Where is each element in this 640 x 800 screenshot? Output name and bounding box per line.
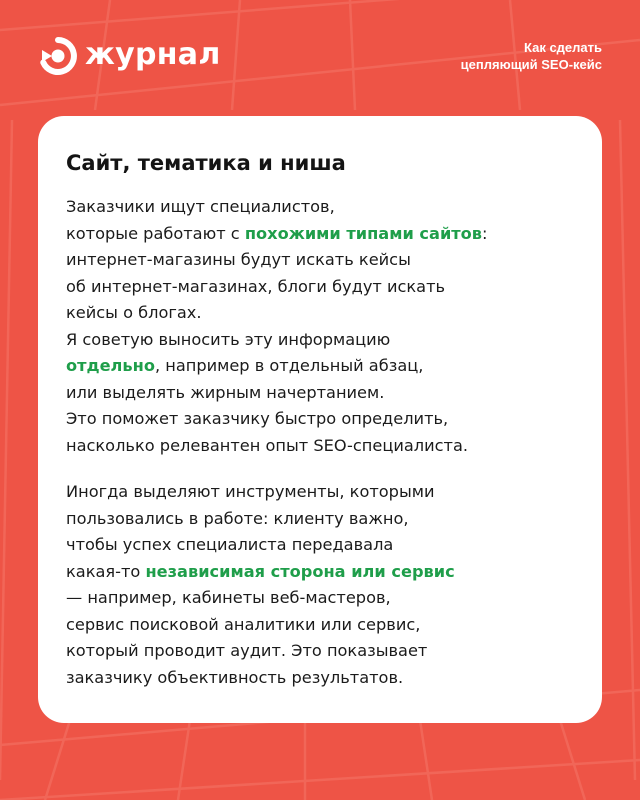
text-line bbox=[66, 353, 488, 380]
topic-line: Как сделать bbox=[524, 40, 602, 55]
text: пользовались в работе: клиенту важно, bbox=[66, 508, 409, 528]
text-line bbox=[66, 665, 455, 692]
highlight: отдельно bbox=[66, 356, 155, 375]
topic-label bbox=[402, 39, 602, 73]
logo-text: журнал bbox=[85, 37, 221, 72]
journal-logo-icon bbox=[38, 36, 78, 76]
text-line bbox=[66, 194, 488, 221]
text: интернет-магазины будут искать кейсы bbox=[66, 250, 411, 269]
text: : bbox=[482, 223, 488, 243]
text: Я советую выносить эту информацию bbox=[66, 329, 391, 349]
text-line bbox=[66, 532, 455, 559]
text-line bbox=[66, 612, 455, 639]
highlight: независимая сторона или сервис bbox=[145, 561, 455, 581]
text-line bbox=[66, 506, 455, 533]
text: сервис поисковой аналитики или сервис, bbox=[66, 614, 421, 634]
text-line bbox=[66, 433, 488, 460]
text: насколько релевантен опыт SEO-специалиста. bbox=[66, 435, 469, 455]
text-line bbox=[66, 327, 488, 354]
text-line bbox=[66, 638, 455, 665]
text-line bbox=[66, 406, 488, 433]
highlight: похожими типами сайтов bbox=[244, 223, 483, 243]
paragraph-1 bbox=[66, 194, 488, 459]
text: которые работают с bbox=[66, 223, 245, 243]
text: который проводит аудит. Это показывает bbox=[66, 641, 428, 660]
text: заказчику объективность результатов. bbox=[66, 667, 404, 687]
text: Заказчики ищут специалистов, bbox=[66, 197, 335, 216]
text: — например, кабинеты веб-мастеров, bbox=[66, 588, 391, 607]
text: чтобы успех специалиста передавала bbox=[66, 535, 394, 554]
text-line bbox=[66, 221, 488, 248]
text-line bbox=[66, 479, 455, 506]
text: Иногда выделяют инструменты, которыми bbox=[66, 482, 435, 501]
logo[interactable] bbox=[38, 34, 221, 78]
text-line bbox=[66, 300, 488, 327]
content-card bbox=[38, 116, 602, 723]
paragraph-2 bbox=[66, 479, 455, 691]
text: какая-то bbox=[66, 561, 146, 581]
text-line bbox=[66, 559, 455, 586]
text-line bbox=[66, 380, 488, 407]
text-line bbox=[66, 274, 488, 301]
text: , например в отдельный абзац, bbox=[154, 356, 424, 375]
text: или выделять жирным начертанием. bbox=[66, 382, 385, 402]
topic-line: цепляющий SEO-кейс bbox=[460, 57, 602, 72]
text: Это поможет заказчику быстро определить, bbox=[66, 409, 449, 428]
text-line bbox=[66, 585, 455, 612]
text: кейсы о блогах. bbox=[66, 303, 202, 322]
card-title: Сайт, тематика и ниша bbox=[66, 151, 346, 175]
text-line bbox=[66, 247, 488, 274]
header bbox=[38, 34, 602, 84]
text: об интернет-магазинах, блоги будут искать bbox=[66, 276, 446, 296]
